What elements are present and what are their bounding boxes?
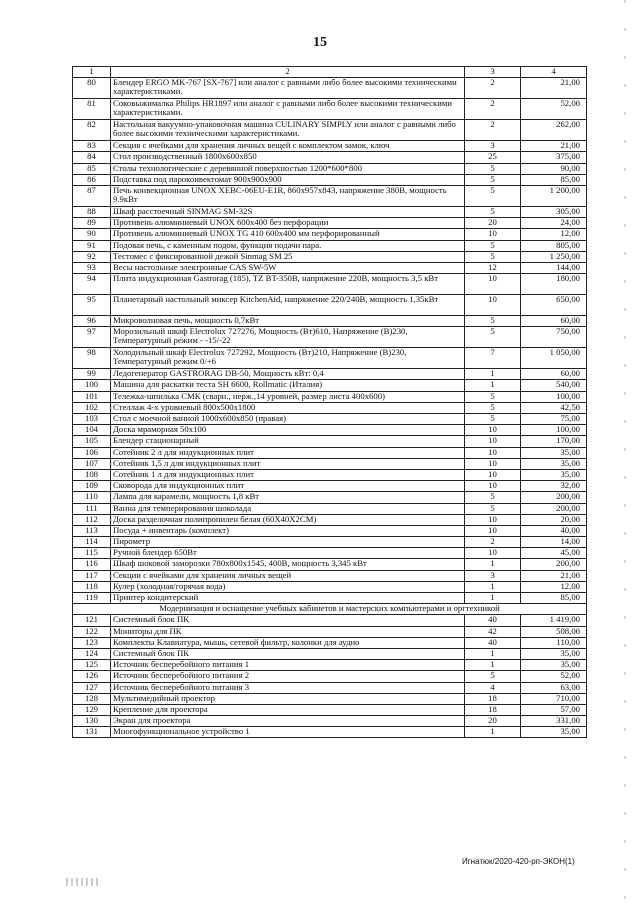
- item-price: 63,00: [521, 682, 587, 693]
- item-price: 45,00: [521, 548, 587, 559]
- item-quantity: 5: [465, 503, 521, 514]
- item-description: Сковорода для индукционных плит: [111, 481, 465, 492]
- table-row: [73, 402, 587, 413]
- item-description: Принтер кондитерский: [111, 593, 465, 604]
- table-row: [73, 514, 587, 525]
- item-description: Холодильный шкаф Electrolux 727292, Мощность (Вт)210, Напряжение (В)230, Температурный режим 0/+6: [111, 348, 465, 369]
- table-row: [73, 525, 587, 536]
- item-price: 12,00: [521, 229, 587, 240]
- table-row: [73, 503, 587, 514]
- item-quantity: 18: [465, 693, 521, 704]
- item-quantity: 10: [465, 436, 521, 447]
- item-description: Многофункциональное устройство 1: [111, 727, 465, 738]
- item-price: 305,00: [521, 206, 587, 217]
- item-description: Столы технологические с деревянной поверхностью 1200*600*800: [111, 163, 465, 174]
- item-price: 85,00: [521, 593, 587, 604]
- item-description: Источник бесперебойного питания 1: [111, 660, 465, 671]
- table-row: [73, 99, 587, 120]
- table-row: [73, 380, 587, 391]
- row-number: 102: [73, 402, 111, 413]
- item-price: 1 200,00: [521, 185, 587, 206]
- item-description: Тестомес с фиксированной дежой Sinmag SM 25: [111, 251, 465, 262]
- item-description: Секция с ячейками для хранения личных вещей с комплектом замок, ключ: [111, 141, 465, 152]
- item-price: 35,00: [521, 458, 587, 469]
- table-row: [73, 185, 587, 206]
- row-number: 114: [73, 537, 111, 548]
- table-row: [73, 458, 587, 469]
- item-quantity: 10: [465, 425, 521, 436]
- item-quantity: 10: [465, 514, 521, 525]
- item-description: Шкаф шоковой заморозки 780x800x1545, 400В, мощность 3,345 кВт: [111, 559, 465, 570]
- item-quantity: 40: [465, 637, 521, 648]
- item-price: 60,00: [521, 369, 587, 380]
- item-price: 14,00: [521, 537, 587, 548]
- header-col-2: 2: [111, 67, 465, 78]
- item-price: 24,00: [521, 218, 587, 229]
- row-number: 131: [73, 727, 111, 738]
- table-row: [73, 559, 587, 570]
- item-price: 35,00: [521, 660, 587, 671]
- item-price: 21,00: [521, 141, 587, 152]
- item-price: 375,00: [521, 152, 587, 163]
- table-row: [73, 240, 587, 251]
- item-price: 32,00: [521, 481, 587, 492]
- row-number: 115: [73, 548, 111, 559]
- item-description: Источник бесперебойного питания 3: [111, 682, 465, 693]
- item-quantity: 20: [465, 716, 521, 727]
- item-quantity: 12: [465, 262, 521, 273]
- page-number: 15: [313, 35, 327, 50]
- table-row: [73, 716, 587, 727]
- item-quantity: 5: [465, 402, 521, 413]
- item-description: Весы настольные электронные CAS SW-5W: [111, 262, 465, 273]
- row-number: 91: [73, 240, 111, 251]
- table-row: [73, 229, 587, 240]
- table-row: [73, 218, 587, 229]
- table-row: [73, 615, 587, 626]
- row-number: 125: [73, 660, 111, 671]
- row-number: 105: [73, 436, 111, 447]
- table-row: [73, 152, 587, 163]
- table-row: [73, 391, 587, 402]
- row-number: 127: [73, 682, 111, 693]
- table-row: [73, 593, 587, 604]
- item-price: 52,00: [521, 671, 587, 682]
- item-price: 508,00: [521, 626, 587, 637]
- item-description: Плита индукционная Gastrorag (185), TZ BT-350B, напряжение 220В, мощность 3,5 кВт: [111, 274, 465, 295]
- table-row: [73, 682, 587, 693]
- row-number: 97: [73, 327, 111, 348]
- row-number: 109: [73, 481, 111, 492]
- item-quantity: 10: [465, 295, 521, 316]
- item-description: Морозильный шкаф Electrolux 727276, Мощность (Вт)610, Напряжение (В)230, Температурный режим - -15/-22: [111, 327, 465, 348]
- item-quantity: 2: [465, 120, 521, 141]
- item-description: Доска мраморная 50x100: [111, 425, 465, 436]
- item-quantity: 2: [465, 537, 521, 548]
- row-number: 116: [73, 559, 111, 570]
- item-description: Шкаф расстоечный SINMAG SM-32S: [111, 206, 465, 217]
- item-quantity: 42: [465, 626, 521, 637]
- item-quantity: 25: [465, 152, 521, 163]
- item-price: 57,00: [521, 704, 587, 715]
- row-number: 123: [73, 637, 111, 648]
- item-quantity: 10: [465, 229, 521, 240]
- item-price: 100,00: [521, 391, 587, 402]
- row-number: 128: [73, 693, 111, 704]
- item-quantity: 5: [465, 327, 521, 348]
- row-number: 95: [73, 295, 111, 316]
- row-number: 126: [73, 671, 111, 682]
- item-description: Ледогенератор GASTRORAG DB-50, Мощность кВт: 0,4: [111, 369, 465, 380]
- item-description: Мультимедийный проектор: [111, 693, 465, 704]
- row-number: 80: [73, 78, 111, 99]
- item-description: Соковыжималка Philips HR1897 или аналог с равными либо более высокими техническими характеристиками.: [111, 99, 465, 120]
- item-quantity: 10: [465, 447, 521, 458]
- item-price: 710,00: [521, 693, 587, 704]
- row-number: 83: [73, 141, 111, 152]
- item-price: 100,00: [521, 425, 587, 436]
- row-number: 90: [73, 229, 111, 240]
- item-price: 35,00: [521, 727, 587, 738]
- item-price: 75,00: [521, 414, 587, 425]
- item-quantity: 1: [465, 380, 521, 391]
- item-description: Печь конвекционная UNOX XEBC-06EU-E1R, 860x957x843, напряжение 380В, мощность 9.9кВт: [111, 185, 465, 206]
- item-description: Противень алюминиевый UNOX 600x400 без перфорации: [111, 218, 465, 229]
- table-row: [73, 581, 587, 592]
- row-number: 86: [73, 174, 111, 185]
- item-price: 1 419,00: [521, 615, 587, 626]
- item-price: 331,00: [521, 716, 587, 727]
- item-price: 170,00: [521, 436, 587, 447]
- row-number: 106: [73, 447, 111, 458]
- item-quantity: 1: [465, 593, 521, 604]
- item-quantity: 3: [465, 570, 521, 581]
- item-description: Подставка под пароконвектомат 900x900x900: [111, 174, 465, 185]
- item-description: Подовая печь, с каменным подом, функция подачи пара.: [111, 240, 465, 251]
- item-price: 42,50: [521, 402, 587, 413]
- item-quantity: 2: [465, 78, 521, 99]
- table-row: [73, 141, 587, 152]
- row-number: 85: [73, 163, 111, 174]
- item-description: Сотейник 1,5 л для индукционных плит: [111, 458, 465, 469]
- item-description: Системный блок ПК: [111, 615, 465, 626]
- row-number: 94: [73, 274, 111, 295]
- section-header-row: [73, 604, 587, 615]
- item-quantity: 1: [465, 660, 521, 671]
- table-row: [73, 348, 587, 369]
- row-number: 92: [73, 251, 111, 262]
- binding-margin-marks: [624, 0, 626, 905]
- item-price: 21,00: [521, 78, 587, 99]
- table-body: [73, 78, 587, 738]
- item-price: 110,00: [521, 637, 587, 648]
- item-quantity: 5: [465, 316, 521, 327]
- item-description: Микроволновая печь, мощность 0,7кВт: [111, 316, 465, 327]
- table-row: [73, 660, 587, 671]
- item-quantity: 18: [465, 704, 521, 715]
- row-number: 129: [73, 704, 111, 715]
- item-price: 180,00: [521, 274, 587, 295]
- row-number: 101: [73, 391, 111, 402]
- item-description: Пирометр: [111, 537, 465, 548]
- item-description: Лампа для карамели, мощность 1,8 кВт: [111, 492, 465, 503]
- item-price: 60,00: [521, 316, 587, 327]
- item-price: 200,00: [521, 503, 587, 514]
- document-reference: Игнатюк/2020-420-рп-ЭКОН(1): [462, 857, 575, 866]
- item-price: 12,00: [521, 581, 587, 592]
- table-row: [73, 436, 587, 447]
- row-number: 88: [73, 206, 111, 217]
- item-quantity: 5: [465, 240, 521, 251]
- header-col-4: 4: [521, 67, 587, 78]
- item-price: 540,00: [521, 380, 587, 391]
- table-row: [73, 447, 587, 458]
- row-number: 96: [73, 316, 111, 327]
- header-col-3: 3: [465, 67, 521, 78]
- item-quantity: 1: [465, 369, 521, 380]
- item-quantity: 10: [465, 274, 521, 295]
- item-quantity: 5: [465, 671, 521, 682]
- row-number: 113: [73, 525, 111, 536]
- item-quantity: 5: [465, 174, 521, 185]
- item-quantity: 10: [465, 548, 521, 559]
- table-row: [73, 262, 587, 273]
- item-quantity: 1: [465, 581, 521, 592]
- item-quantity: 40: [465, 615, 521, 626]
- item-quantity: 1: [465, 727, 521, 738]
- row-number: 117: [73, 570, 111, 581]
- item-price: 750,00: [521, 327, 587, 348]
- item-quantity: 5: [465, 414, 521, 425]
- table-row: [73, 78, 587, 99]
- item-description: Доска разделочная полипропилен белая (60X40X2CM): [111, 514, 465, 525]
- item-quantity: 10: [465, 481, 521, 492]
- item-description: Кулер (холодная/горячая вода): [111, 581, 465, 592]
- equipment-table: [72, 66, 587, 738]
- item-description: Секции с ячейками для хранения личных вещей: [111, 570, 465, 581]
- table-row: [73, 626, 587, 637]
- table-row: [73, 174, 587, 185]
- item-price: 262,00: [521, 120, 587, 141]
- table-row: [73, 693, 587, 704]
- row-number: 118: [73, 581, 111, 592]
- section-title: Модернизация и оснащение учебных кабинетов и мастерских компьютерами и оргтехникой: [73, 604, 587, 615]
- table-row: [73, 251, 587, 262]
- item-quantity: 1: [465, 648, 521, 659]
- item-quantity: 10: [465, 458, 521, 469]
- row-number: 112: [73, 514, 111, 525]
- row-number: 108: [73, 469, 111, 480]
- item-description: Сотейник 2 л для индукционных плит: [111, 447, 465, 458]
- row-number: 98: [73, 348, 111, 369]
- item-description: Ванна для темперирования шоколада: [111, 503, 465, 514]
- item-description: Стол производственный 1800x600x850: [111, 152, 465, 163]
- item-quantity: 5: [465, 251, 521, 262]
- table-row: [73, 120, 587, 141]
- item-quantity: 5: [465, 163, 521, 174]
- table-row: [73, 414, 587, 425]
- item-description: Мониторы для ПК: [111, 626, 465, 637]
- item-description: Ручной блендер 650Вт: [111, 548, 465, 559]
- table-row: [73, 648, 587, 659]
- row-number: 89: [73, 218, 111, 229]
- item-quantity: 20: [465, 218, 521, 229]
- row-number: 93: [73, 262, 111, 273]
- table-row: [73, 274, 587, 295]
- item-price: 40,00: [521, 525, 587, 536]
- item-description: Стеллаж 4-х уровневый 800x500x1800: [111, 402, 465, 413]
- table-row: [73, 704, 587, 715]
- item-quantity: 10: [465, 469, 521, 480]
- item-description: Источник бесперебойного питания 2: [111, 671, 465, 682]
- table-row: [73, 425, 587, 436]
- item-price: 200,00: [521, 492, 587, 503]
- item-price: 20,00: [521, 514, 587, 525]
- item-price: 35,00: [521, 648, 587, 659]
- item-price: 805,00: [521, 240, 587, 251]
- item-description: Крепление для проектора: [111, 704, 465, 715]
- row-number: 100: [73, 380, 111, 391]
- item-quantity: 10: [465, 525, 521, 536]
- item-description: Системный блок ПК: [111, 648, 465, 659]
- item-price: 1 250,00: [521, 251, 587, 262]
- item-quantity: 1: [465, 559, 521, 570]
- table-row: [73, 295, 587, 316]
- row-number: 81: [73, 99, 111, 120]
- item-price: 1 050,00: [521, 348, 587, 369]
- item-quantity: 3: [465, 141, 521, 152]
- item-description: Тележка-шпилька СМК (сварн., нерж.,14 уровней, размер листа 400x600): [111, 391, 465, 402]
- header-col-1: 1: [73, 67, 111, 78]
- item-quantity: 5: [465, 185, 521, 206]
- item-price: 35,00: [521, 447, 587, 458]
- item-description: Машина для раскатки теста SH 6600, Rollmatic (Италия): [111, 380, 465, 391]
- item-price: 144,00: [521, 262, 587, 273]
- row-number: 111: [73, 503, 111, 514]
- row-number: 103: [73, 414, 111, 425]
- item-quantity: 5: [465, 391, 521, 402]
- row-number: 124: [73, 648, 111, 659]
- row-number: 87: [73, 185, 111, 206]
- row-number: 122: [73, 626, 111, 637]
- table-row: [73, 481, 587, 492]
- item-price: 200,00: [521, 559, 587, 570]
- item-quantity: 2: [465, 99, 521, 120]
- item-description: Планетарный настольный миксер KitchenAid, напряжение 220/240В, мощность 1,35кВт: [111, 295, 465, 316]
- item-price: 90,00: [521, 163, 587, 174]
- row-number: 104: [73, 425, 111, 436]
- item-quantity: 5: [465, 492, 521, 503]
- table-row: [73, 570, 587, 581]
- row-number: 119: [73, 593, 111, 604]
- item-description: Посуда + инвентарь (комплект): [111, 525, 465, 536]
- table-header-row: [73, 67, 587, 78]
- item-description: Настольная вакуумно-упаковочная машина CULINARY SIMPLY или аналог с равными либо более высокими техническими характеристиками.: [111, 120, 465, 141]
- item-description: Блендер стационарный: [111, 436, 465, 447]
- table-row: [73, 537, 587, 548]
- item-price: 85,00: [521, 174, 587, 185]
- table-row: [73, 671, 587, 682]
- table-row: [73, 727, 587, 738]
- table-row: [73, 206, 587, 217]
- item-quantity: 4: [465, 682, 521, 693]
- table-row: [73, 327, 587, 348]
- item-description: Сотейник 1 л для индукционных плит: [111, 469, 465, 480]
- row-number: 110: [73, 492, 111, 503]
- table-row: [73, 548, 587, 559]
- item-description: Экран для проектора: [111, 716, 465, 727]
- row-number: 107: [73, 458, 111, 469]
- table-row: [73, 637, 587, 648]
- row-number: 130: [73, 716, 111, 727]
- item-quantity: 5: [465, 206, 521, 217]
- row-number: 121: [73, 615, 111, 626]
- item-description: Комплекты Клавиатура, мышь, сетевой фильтр, колонки для аудио: [111, 637, 465, 648]
- item-description: Противень алюминиевый UNOX TG 410 600x400 мм перфорированный: [111, 229, 465, 240]
- item-description: Блендер ERGO MK-767 [SX-767] или аналог с равными либо более высокими техническими характеристиками.: [111, 78, 465, 99]
- item-price: 650,00: [521, 295, 587, 316]
- table-row: [73, 492, 587, 503]
- table-row: [73, 163, 587, 174]
- table-row: [73, 469, 587, 480]
- faint-stamp-mark: [66, 878, 100, 886]
- row-number: 99: [73, 369, 111, 380]
- item-price: 21,00: [521, 570, 587, 581]
- item-quantity: 7: [465, 348, 521, 369]
- table-row: [73, 369, 587, 380]
- row-number: 82: [73, 120, 111, 141]
- item-price: 52,00: [521, 99, 587, 120]
- item-price: 35,00: [521, 469, 587, 480]
- table-row: [73, 316, 587, 327]
- row-number: 84: [73, 152, 111, 163]
- item-description: Стол с моечной ванной 1000x600x850 (правая): [111, 414, 465, 425]
